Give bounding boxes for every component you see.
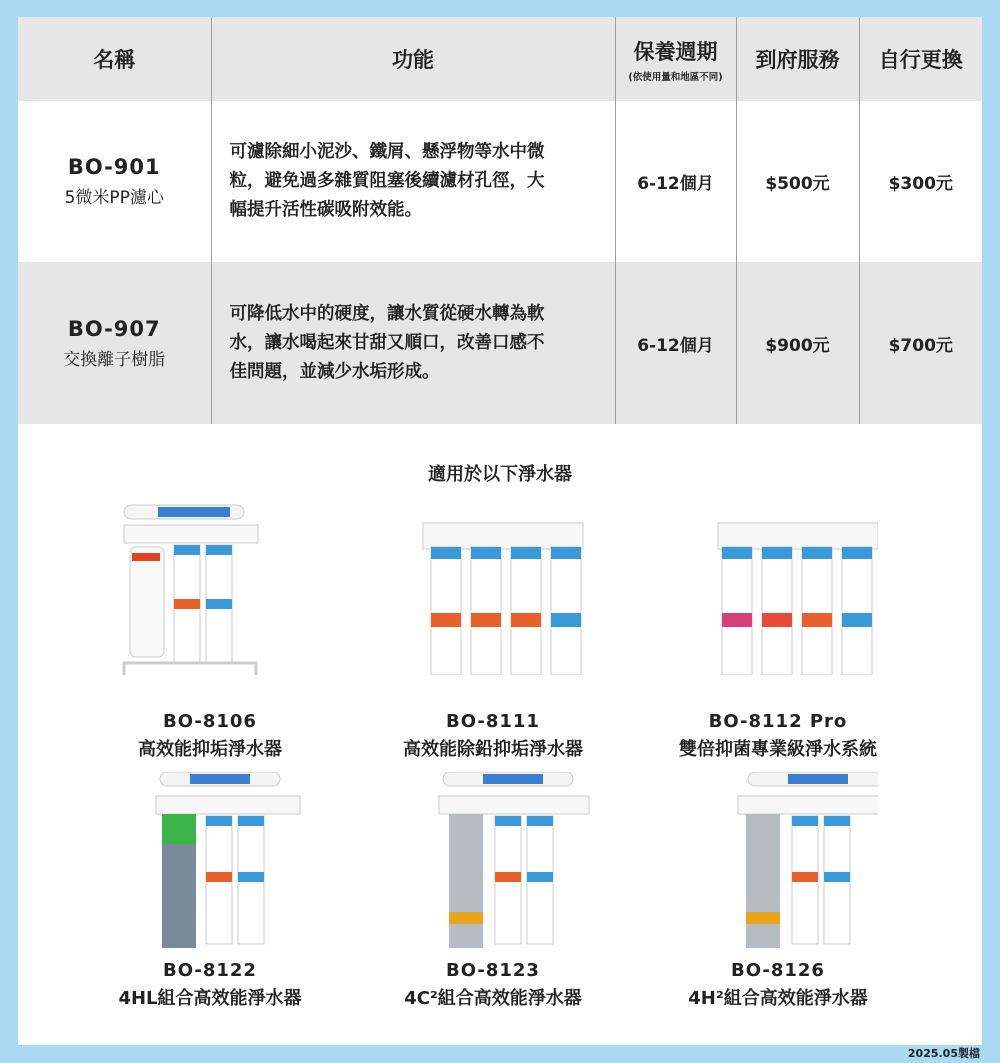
period-cell: 6-12個月 <box>615 101 736 262</box>
product-name: 4H²組合高效能淨水器 <box>688 988 868 1009</box>
table-row <box>18 101 982 262</box>
desc-line: 可降低水中的硬度，讓水質從硬水轉為軟 <box>229 303 545 324</box>
desc-line: 水，讓水喝起來甘甜又順口，改善口感不 <box>229 332 545 353</box>
onsite-price: $900元 <box>736 262 859 424</box>
product-model: BO-8111 <box>446 711 540 732</box>
filter-code: BO-907 <box>67 316 161 341</box>
purifier-image <box>678 772 878 952</box>
purifier-image <box>110 495 310 675</box>
product-model: BO-8123 <box>446 960 540 981</box>
header-name: 名稱 <box>18 17 211 101</box>
name-cell <box>18 262 211 424</box>
period-cell: 6-12個月 <box>615 262 736 424</box>
function-cell <box>211 101 615 262</box>
header-self: 自行更換 <box>859 17 982 101</box>
header-function: 功能 <box>211 17 615 101</box>
function-cell <box>211 262 615 424</box>
filter-subtitle: 5微米PP濾心 <box>64 188 164 208</box>
product-name: 雙倍抑菌專業級淨水系統 <box>679 739 877 760</box>
onsite-price: $500元 <box>736 101 859 262</box>
product-name: 4C²組合高效能淨水器 <box>404 988 582 1009</box>
product-model: BO-8106 <box>163 711 257 732</box>
product-model: BO-8112 Pro <box>708 711 848 732</box>
purifier-image <box>110 772 310 952</box>
desc-line: 幅提升活性碳吸附效能。 <box>229 200 422 220</box>
table-row <box>18 262 982 424</box>
desc-line: 佳問題，並減少水垢形成。 <box>229 361 440 382</box>
table-header-row <box>18 17 982 101</box>
product-model: BO-8126 <box>731 960 825 981</box>
purifier-image <box>393 495 593 675</box>
header-period <box>615 17 736 101</box>
purifier-image <box>678 495 878 675</box>
section-title: 適用於以下淨水器 <box>428 464 572 485</box>
product-model: BO-8122 <box>163 960 257 981</box>
product-name: 高效能除鉛抑垢淨水器 <box>403 739 583 760</box>
name-cell <box>18 101 211 262</box>
filter-code: BO-901 <box>67 155 161 179</box>
header-onsite: 到府服務 <box>736 17 859 101</box>
self-price: $300元 <box>859 101 982 262</box>
header-period-note: (依使用量和地區不同) <box>628 71 723 83</box>
purifier-image <box>393 772 593 952</box>
filter-subtitle: 交換離子樹脂 <box>63 349 166 370</box>
footer-date: 2025.05製檔 <box>907 1047 980 1060</box>
product-name: 4HL組合高效能淨水器 <box>118 988 302 1009</box>
spec-card <box>18 17 982 1045</box>
desc-line: 可濾除細小泥沙、鐵屑、懸浮物等水中微 <box>229 142 545 162</box>
self-price: $700元 <box>859 262 982 424</box>
filter-spec-table <box>18 17 982 424</box>
header-period-label: 保養週期 <box>633 39 718 64</box>
desc-line: 粒，避免過多雜質阻塞後續濾材孔徑，大 <box>229 171 545 191</box>
product-name: 高效能抑垢淨水器 <box>138 739 282 760</box>
